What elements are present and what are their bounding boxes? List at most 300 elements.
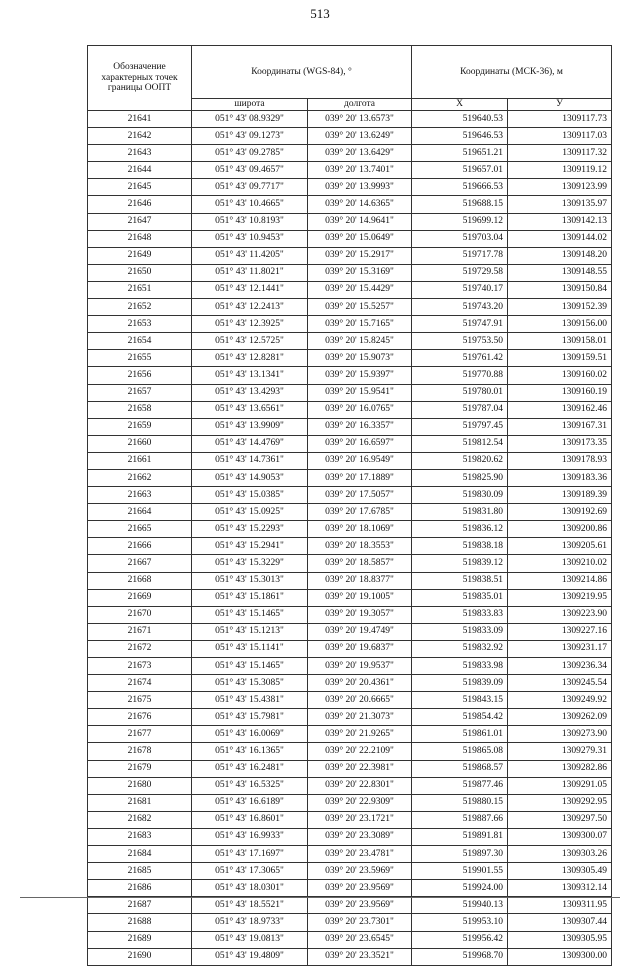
table-row — [88, 316, 612, 333]
latitude-cell: 051° 43' 18.5521" — [192, 897, 308, 914]
header-longitude: долгота — [308, 99, 412, 111]
longitude-cell: 039° 20' 23.5969" — [308, 863, 412, 880]
table-row — [88, 726, 612, 743]
point-id-cell: 21678 — [88, 743, 192, 760]
y-cell: 1309135.97 — [508, 196, 612, 213]
latitude-cell: 051° 43' 16.6189" — [192, 794, 308, 811]
longitude-cell: 039° 20' 22.2109" — [308, 743, 412, 760]
x-cell: 519787.04 — [412, 401, 508, 418]
table-row — [88, 880, 612, 897]
table-row — [88, 948, 612, 965]
latitude-cell: 051° 43' 16.0069" — [192, 726, 308, 743]
table-row — [88, 555, 612, 572]
point-id-cell: 21650 — [88, 264, 192, 281]
longitude-cell: 039° 20' 21.3073" — [308, 709, 412, 726]
header-msk36: Координаты (МСК-36), м — [412, 46, 612, 99]
table-row — [88, 863, 612, 880]
x-cell: 519666.53 — [412, 179, 508, 196]
x-cell: 519880.15 — [412, 794, 508, 811]
point-id-cell: 21671 — [88, 623, 192, 640]
y-cell: 1309142.13 — [508, 213, 612, 230]
point-id-cell: 21666 — [88, 538, 192, 555]
y-cell: 1309249.92 — [508, 692, 612, 709]
longitude-cell: 039° 20' 16.3357" — [308, 418, 412, 435]
point-id-cell: 21663 — [88, 487, 192, 504]
y-cell: 1309152.39 — [508, 299, 612, 316]
latitude-cell: 051° 43' 12.5725" — [192, 333, 308, 350]
longitude-cell: 039° 20' 19.3057" — [308, 606, 412, 623]
latitude-cell: 051° 43' 12.8281" — [192, 350, 308, 367]
longitude-cell: 039° 20' 13.6429" — [308, 145, 412, 162]
longitude-cell: 039° 20' 23.7301" — [308, 914, 412, 931]
point-id-cell: 21689 — [88, 931, 192, 948]
table-row — [88, 760, 612, 777]
latitude-cell: 051° 43' 13.9909" — [192, 418, 308, 435]
table-row — [88, 179, 612, 196]
table-row — [88, 487, 612, 504]
table-row — [88, 230, 612, 247]
y-cell: 1309117.32 — [508, 145, 612, 162]
table-row — [88, 281, 612, 298]
y-cell: 1309300.00 — [508, 948, 612, 965]
point-id-cell: 21658 — [88, 401, 192, 418]
x-cell: 519833.83 — [412, 606, 508, 623]
point-id-cell: 21651 — [88, 281, 192, 298]
x-cell: 519832.92 — [412, 640, 508, 657]
point-id-cell: 21685 — [88, 863, 192, 880]
longitude-cell: 039° 20' 18.1069" — [308, 521, 412, 538]
x-cell: 519877.46 — [412, 777, 508, 794]
header-y: У — [508, 99, 612, 111]
y-cell: 1309200.86 — [508, 521, 612, 538]
x-cell: 519820.62 — [412, 452, 508, 469]
point-id-cell: 21641 — [88, 111, 192, 128]
header-wgs84: Координаты (WGS-84), ° — [192, 46, 412, 99]
point-id-cell: 21679 — [88, 760, 192, 777]
x-cell: 519838.18 — [412, 538, 508, 555]
longitude-cell: 039° 20' 15.9073" — [308, 350, 412, 367]
x-cell: 519747.91 — [412, 316, 508, 333]
latitude-cell: 051° 43' 13.4293" — [192, 384, 308, 401]
x-cell: 519753.50 — [412, 333, 508, 350]
x-cell: 519812.54 — [412, 435, 508, 452]
point-id-cell: 21654 — [88, 333, 192, 350]
latitude-cell: 051° 43' 16.2481" — [192, 760, 308, 777]
longitude-cell: 039° 20' 15.2917" — [308, 247, 412, 264]
x-cell: 519833.98 — [412, 658, 508, 675]
latitude-cell: 051° 43' 13.1341" — [192, 367, 308, 384]
footer-divider — [20, 897, 620, 898]
x-cell: 519729.58 — [412, 264, 508, 281]
table-row — [88, 350, 612, 367]
y-cell: 1309236.34 — [508, 658, 612, 675]
table-row — [88, 606, 612, 623]
latitude-cell: 051° 43' 17.3065" — [192, 863, 308, 880]
table-row — [88, 504, 612, 521]
y-cell: 1309231.17 — [508, 640, 612, 657]
point-id-cell: 21688 — [88, 914, 192, 931]
x-cell: 519835.01 — [412, 589, 508, 606]
y-cell: 1309282.86 — [508, 760, 612, 777]
longitude-cell: 039° 20' 15.9397" — [308, 367, 412, 384]
longitude-cell: 039° 20' 15.8245" — [308, 333, 412, 350]
longitude-cell: 039° 20' 19.1005" — [308, 589, 412, 606]
longitude-cell: 039° 20' 17.5057" — [308, 487, 412, 504]
table-row — [88, 401, 612, 418]
point-id-cell: 21665 — [88, 521, 192, 538]
y-cell: 1309119.12 — [508, 162, 612, 179]
table-row — [88, 692, 612, 709]
latitude-cell: 051° 43' 15.3229" — [192, 555, 308, 572]
y-cell: 1309183.36 — [508, 469, 612, 486]
longitude-cell: 039° 20' 13.6573" — [308, 111, 412, 128]
x-cell: 519836.12 — [412, 521, 508, 538]
y-cell: 1309223.90 — [508, 606, 612, 623]
point-id-cell: 21642 — [88, 128, 192, 145]
table-row — [88, 196, 612, 213]
x-cell: 519838.51 — [412, 572, 508, 589]
longitude-cell: 039° 20' 20.4361" — [308, 675, 412, 692]
longitude-cell: 039° 20' 15.5257" — [308, 299, 412, 316]
table-row — [88, 897, 612, 914]
point-id-cell: 21664 — [88, 504, 192, 521]
table-row — [88, 623, 612, 640]
y-cell: 1309279.31 — [508, 743, 612, 760]
point-id-cell: 21667 — [88, 555, 192, 572]
point-id-cell: 21646 — [88, 196, 192, 213]
latitude-cell: 051° 43' 16.1365" — [192, 743, 308, 760]
table-row — [88, 384, 612, 401]
table-row — [88, 452, 612, 469]
point-id-cell: 21690 — [88, 948, 192, 965]
y-cell: 1309305.95 — [508, 931, 612, 948]
latitude-cell: 051° 43' 15.0385" — [192, 487, 308, 504]
y-cell: 1309303.26 — [508, 846, 612, 863]
longitude-cell: 039° 20' 18.3553" — [308, 538, 412, 555]
latitude-cell: 051° 43' 17.1697" — [192, 846, 308, 863]
latitude-cell: 051° 43' 15.1141" — [192, 640, 308, 657]
table-row — [88, 931, 612, 948]
y-cell: 1309156.00 — [508, 316, 612, 333]
x-cell: 519868.57 — [412, 760, 508, 777]
point-id-cell: 21652 — [88, 299, 192, 316]
latitude-cell: 051° 43' 18.9733" — [192, 914, 308, 931]
longitude-cell: 039° 20' 17.6785" — [308, 504, 412, 521]
longitude-cell: 039° 20' 23.6545" — [308, 931, 412, 948]
y-cell: 1309214.86 — [508, 572, 612, 589]
table-row — [88, 299, 612, 316]
latitude-cell: 051° 43' 11.8021" — [192, 264, 308, 281]
page-number: 513 — [310, 6, 330, 21]
y-cell: 1309297.50 — [508, 811, 612, 828]
latitude-cell: 051° 43' 16.8601" — [192, 811, 308, 828]
point-id-cell: 21649 — [88, 247, 192, 264]
header-designation: Обозначение характерных точек границы ООПТ — [88, 46, 192, 111]
point-id-cell: 21673 — [88, 658, 192, 675]
table-row — [88, 538, 612, 555]
longitude-cell: 039° 20' 13.6249" — [308, 128, 412, 145]
latitude-cell: 051° 43' 15.1861" — [192, 589, 308, 606]
x-cell: 519901.55 — [412, 863, 508, 880]
table-row — [88, 162, 612, 179]
x-cell: 519843.15 — [412, 692, 508, 709]
header-row-main — [88, 46, 612, 99]
longitude-cell: 039° 20' 16.6597" — [308, 435, 412, 452]
y-cell: 1309123.99 — [508, 179, 612, 196]
y-cell: 1309148.20 — [508, 247, 612, 264]
latitude-cell: 051° 43' 15.1465" — [192, 658, 308, 675]
longitude-cell: 039° 20' 19.9537" — [308, 658, 412, 675]
longitude-cell: 039° 20' 22.9309" — [308, 794, 412, 811]
latitude-cell: 051° 43' 19.4809" — [192, 948, 308, 965]
table-row — [88, 247, 612, 264]
point-id-cell: 21672 — [88, 640, 192, 657]
x-cell: 519839.12 — [412, 555, 508, 572]
x-cell: 519780.01 — [412, 384, 508, 401]
latitude-cell: 051° 43' 15.3013" — [192, 572, 308, 589]
x-cell: 519956.42 — [412, 931, 508, 948]
latitude-cell: 051° 43' 08.9329" — [192, 111, 308, 128]
table-row — [88, 709, 612, 726]
y-cell: 1309312.14 — [508, 880, 612, 897]
y-cell: 1309311.95 — [508, 897, 612, 914]
latitude-cell: 051° 43' 16.9933" — [192, 828, 308, 845]
x-cell: 519740.17 — [412, 281, 508, 298]
longitude-cell: 039° 20' 23.3089" — [308, 828, 412, 845]
point-id-cell: 21674 — [88, 675, 192, 692]
table-row — [88, 640, 612, 657]
latitude-cell: 051° 43' 10.9453" — [192, 230, 308, 247]
y-cell: 1309245.54 — [508, 675, 612, 692]
x-cell: 519861.01 — [412, 726, 508, 743]
point-id-cell: 21682 — [88, 811, 192, 828]
x-cell: 519640.53 — [412, 111, 508, 128]
longitude-cell: 039° 20' 22.8301" — [308, 777, 412, 794]
point-id-cell: 21684 — [88, 846, 192, 863]
table-row — [88, 111, 612, 128]
x-cell: 519968.70 — [412, 948, 508, 965]
table-row — [88, 658, 612, 675]
longitude-cell: 039° 20' 18.8377" — [308, 572, 412, 589]
table-row — [88, 589, 612, 606]
x-cell: 519865.08 — [412, 743, 508, 760]
latitude-cell: 051° 43' 16.5325" — [192, 777, 308, 794]
table-row — [88, 794, 612, 811]
point-id-cell: 21645 — [88, 179, 192, 196]
table-row — [88, 333, 612, 350]
y-cell: 1309178.93 — [508, 452, 612, 469]
latitude-cell: 051° 43' 14.9053" — [192, 469, 308, 486]
longitude-cell: 039° 20' 15.9541" — [308, 384, 412, 401]
longitude-cell: 039° 20' 19.4749" — [308, 623, 412, 640]
x-cell: 519940.13 — [412, 897, 508, 914]
latitude-cell: 051° 43' 12.1441" — [192, 281, 308, 298]
table-row — [88, 572, 612, 589]
x-cell: 519891.81 — [412, 828, 508, 845]
x-cell: 519651.21 — [412, 145, 508, 162]
x-cell: 519743.20 — [412, 299, 508, 316]
x-cell: 519854.42 — [412, 709, 508, 726]
point-id-cell: 21680 — [88, 777, 192, 794]
x-cell: 519688.15 — [412, 196, 508, 213]
longitude-cell: 039° 20' 14.6365" — [308, 196, 412, 213]
x-cell: 519830.09 — [412, 487, 508, 504]
latitude-cell: 051° 43' 15.3085" — [192, 675, 308, 692]
latitude-cell: 051° 43' 13.6561" — [192, 401, 308, 418]
point-id-cell: 21676 — [88, 709, 192, 726]
point-id-cell: 21677 — [88, 726, 192, 743]
table-row — [88, 828, 612, 845]
x-cell: 519717.78 — [412, 247, 508, 264]
longitude-cell: 039° 20' 15.4429" — [308, 281, 412, 298]
longitude-cell: 039° 20' 23.9569" — [308, 880, 412, 897]
longitude-cell: 039° 20' 21.9265" — [308, 726, 412, 743]
latitude-cell: 051° 43' 15.1213" — [192, 623, 308, 640]
longitude-cell: 039° 20' 22.3981" — [308, 760, 412, 777]
x-cell: 519839.09 — [412, 675, 508, 692]
table-row — [88, 145, 612, 162]
point-id-cell: 21687 — [88, 897, 192, 914]
point-id-cell: 21669 — [88, 589, 192, 606]
longitude-cell: 039° 20' 15.3169" — [308, 264, 412, 281]
point-id-cell: 21659 — [88, 418, 192, 435]
latitude-cell: 051° 43' 15.2941" — [192, 538, 308, 555]
table-row — [88, 213, 612, 230]
point-id-cell: 21656 — [88, 367, 192, 384]
table-row — [88, 743, 612, 760]
y-cell: 1309273.90 — [508, 726, 612, 743]
latitude-cell: 051° 43' 09.2785" — [192, 145, 308, 162]
y-cell: 1309291.05 — [508, 777, 612, 794]
latitude-cell: 051° 43' 15.4381" — [192, 692, 308, 709]
point-id-cell: 21686 — [88, 880, 192, 897]
latitude-cell: 051° 43' 15.0925" — [192, 504, 308, 521]
y-cell: 1309205.61 — [508, 538, 612, 555]
x-cell: 519657.01 — [412, 162, 508, 179]
x-cell: 519699.12 — [412, 213, 508, 230]
point-id-cell: 21653 — [88, 316, 192, 333]
table-body — [88, 111, 612, 966]
longitude-cell: 039° 20' 20.6665" — [308, 692, 412, 709]
longitude-cell: 039° 20' 23.1721" — [308, 811, 412, 828]
y-cell: 1309292.95 — [508, 794, 612, 811]
x-cell: 519646.53 — [412, 128, 508, 145]
latitude-cell: 051° 43' 09.7717" — [192, 179, 308, 196]
y-cell: 1309192.69 — [508, 504, 612, 521]
table-row — [88, 521, 612, 538]
table-row — [88, 777, 612, 794]
x-cell: 519761.42 — [412, 350, 508, 367]
y-cell: 1309160.19 — [508, 384, 612, 401]
y-cell: 1309148.55 — [508, 264, 612, 281]
table-row — [88, 128, 612, 145]
latitude-cell: 051° 43' 19.0813" — [192, 931, 308, 948]
x-cell: 519770.88 — [412, 367, 508, 384]
latitude-cell: 051° 43' 18.0301" — [192, 880, 308, 897]
header-x: X — [412, 99, 508, 111]
point-id-cell: 21661 — [88, 452, 192, 469]
latitude-cell: 051° 43' 10.4665" — [192, 196, 308, 213]
latitude-cell: 051° 43' 15.1465" — [192, 606, 308, 623]
y-cell: 1309305.49 — [508, 863, 612, 880]
y-cell: 1309117.03 — [508, 128, 612, 145]
point-id-cell: 21681 — [88, 794, 192, 811]
y-cell: 1309189.39 — [508, 487, 612, 504]
x-cell: 519887.66 — [412, 811, 508, 828]
longitude-cell: 039° 20' 16.9549" — [308, 452, 412, 469]
latitude-cell: 051° 43' 11.4205" — [192, 247, 308, 264]
x-cell: 519897.30 — [412, 846, 508, 863]
table-row — [88, 435, 612, 452]
latitude-cell: 051° 43' 14.7361" — [192, 452, 308, 469]
table-row — [88, 675, 612, 692]
x-cell: 519831.80 — [412, 504, 508, 521]
y-cell: 1309117.73 — [508, 111, 612, 128]
longitude-cell: 039° 20' 15.7165" — [308, 316, 412, 333]
y-cell: 1309173.35 — [508, 435, 612, 452]
longitude-cell: 039° 20' 17.1889" — [308, 469, 412, 486]
longitude-cell: 039° 20' 13.9993" — [308, 179, 412, 196]
y-cell: 1309150.84 — [508, 281, 612, 298]
latitude-cell: 051° 43' 15.7981" — [192, 709, 308, 726]
latitude-cell: 051° 43' 12.2413" — [192, 299, 308, 316]
point-id-cell: 21683 — [88, 828, 192, 845]
point-id-cell: 21662 — [88, 469, 192, 486]
y-cell: 1309210.02 — [508, 555, 612, 572]
y-cell: 1309227.16 — [508, 623, 612, 640]
point-id-cell: 21655 — [88, 350, 192, 367]
longitude-cell: 039° 20' 14.9641" — [308, 213, 412, 230]
y-cell: 1309158.01 — [508, 333, 612, 350]
y-cell: 1309162.46 — [508, 401, 612, 418]
latitude-cell: 051° 43' 09.1273" — [192, 128, 308, 145]
y-cell: 1309307.44 — [508, 914, 612, 931]
point-id-cell: 21647 — [88, 213, 192, 230]
header-latitude: широта — [192, 99, 308, 111]
longitude-cell: 039° 20' 23.3521" — [308, 948, 412, 965]
point-id-cell: 21657 — [88, 384, 192, 401]
y-cell: 1309219.95 — [508, 589, 612, 606]
latitude-cell: 051° 43' 12.3925" — [192, 316, 308, 333]
x-cell: 519797.45 — [412, 418, 508, 435]
table-row — [88, 914, 612, 931]
y-cell: 1309159.51 — [508, 350, 612, 367]
y-cell: 1309144.02 — [508, 230, 612, 247]
latitude-cell: 051° 43' 15.2293" — [192, 521, 308, 538]
x-cell: 519924.00 — [412, 880, 508, 897]
longitude-cell: 039° 20' 13.7401" — [308, 162, 412, 179]
latitude-cell: 051° 43' 14.4769" — [192, 435, 308, 452]
coordinates-table — [87, 45, 612, 966]
table-row — [88, 418, 612, 435]
x-cell: 519953.10 — [412, 914, 508, 931]
point-id-cell: 21660 — [88, 435, 192, 452]
longitude-cell: 039° 20' 18.5857" — [308, 555, 412, 572]
point-id-cell: 21648 — [88, 230, 192, 247]
table-row — [88, 367, 612, 384]
y-cell: 1309167.31 — [508, 418, 612, 435]
longitude-cell: 039° 20' 23.4781" — [308, 846, 412, 863]
longitude-cell: 039° 20' 19.6837" — [308, 640, 412, 657]
point-id-cell: 21643 — [88, 145, 192, 162]
x-cell: 519833.09 — [412, 623, 508, 640]
x-cell: 519825.90 — [412, 469, 508, 486]
point-id-cell: 21675 — [88, 692, 192, 709]
table-row — [88, 264, 612, 281]
x-cell: 519703.04 — [412, 230, 508, 247]
point-id-cell: 21668 — [88, 572, 192, 589]
longitude-cell: 039° 20' 16.0765" — [308, 401, 412, 418]
